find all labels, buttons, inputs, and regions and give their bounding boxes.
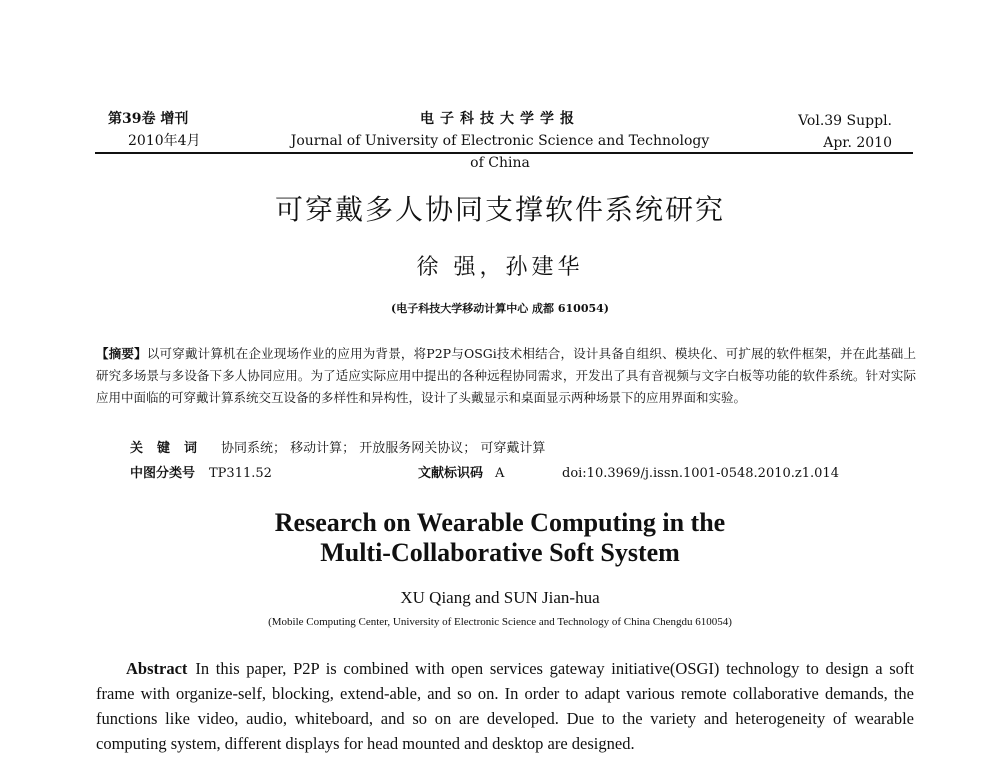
document-code-value: A <box>495 466 505 481</box>
journal-cn: 电子科技大学学报 <box>420 111 580 127</box>
authors-en: XU Qiang and SUN Jian-hua <box>400 588 600 607</box>
affiliation-en: (Mobile Computing Center, University of Electronic Science and Technology of China Chengdu 610054) <box>268 616 732 628</box>
volume-en: Vol.39 Suppl. <box>798 113 892 129</box>
keywords-cn-text: 协同系统； 移动计算； 开放服务网关协议； 可穿戴计算 <box>221 441 546 456</box>
classification-row <box>130 463 910 485</box>
volume-info <box>108 108 201 152</box>
document-code <box>418 463 504 485</box>
classification-label: 中图分类号 <box>130 466 196 481</box>
abstract-en-label: Abstract <box>126 659 188 678</box>
keywords-cn-label: 关键词 <box>130 441 212 456</box>
paper-title-cn: 可穿戴多人协同支撑软件系统研究 <box>274 193 725 226</box>
paper-title-en-line1: Research on Wearable Computing in the <box>274 508 726 537</box>
header-divider <box>95 152 913 154</box>
journal-en: Journal of University of Electronic Science and Technology of China <box>290 133 710 171</box>
journal-name <box>290 108 710 174</box>
abstract-en <box>96 656 914 756</box>
abstract-cn <box>96 343 916 409</box>
doi: doi:10.3969/j.issn.1001-0548.2010.z1.014 <box>562 466 839 481</box>
abstract-cn-label: 【摘要】 <box>96 346 147 361</box>
document-code-label: 文献标识码 <box>418 466 484 481</box>
date-cn: 2010年4月 <box>128 133 201 149</box>
paper-title-en-line2: Multi-Collaborative Soft System <box>320 538 680 567</box>
paper-title-en <box>0 508 1000 568</box>
date-en: Apr. 2010 <box>823 135 892 151</box>
abstract-en-text: In this paper, P2P is combined with open services gateway initiative(OSGI) technology to design a soft frame with organize-self, blocking, extend-able, and so on. In order to adapt various remote collaborative demands, the functions like video, audio, whiteboard, and so on are developed. Due to the variety and heterogeneity of wearable computing system, different displays for head mounted and desktop are designed. <box>96 659 914 753</box>
keywords-cn <box>130 438 545 460</box>
abstract-cn-text: 以可穿戴计算机在企业现场作业的应用为背景，将P2P与OSGi技术相结合，设计具备自组织、模块化、可扩展的软件框架，并在此基础上研究多场景与多设备下多人协同应用。为了适应实际应用中提出的各种远程协同需求，开发出了具有音视频与文字白板等功能的软件系统。针对实际应用中面临的可穿戴计算系统交互设备的多样性和异构性，设计了头戴显示和桌面显示两种场景下的应用界面和实验。 <box>96 346 916 405</box>
volume-cn: 第39卷 增刊 <box>108 111 189 127</box>
volume-info-en <box>798 110 892 154</box>
affiliation-cn: (电子科技大学移动计算中心 成都 610054) <box>391 302 609 315</box>
authors-cn: 徐 强，孙建华 <box>416 255 584 280</box>
classification-value: TP311.52 <box>209 466 272 481</box>
